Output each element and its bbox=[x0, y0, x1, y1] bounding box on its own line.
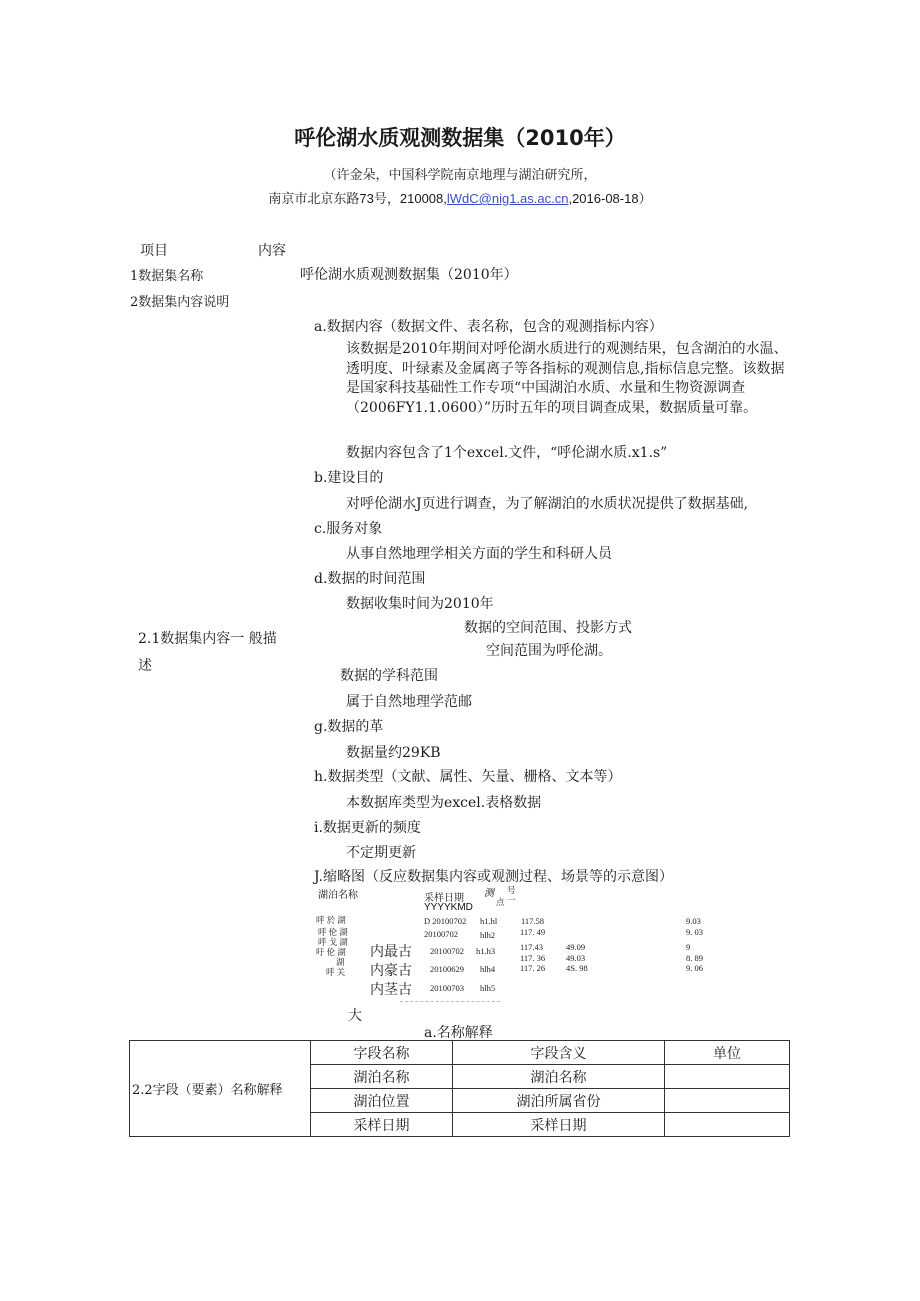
fields-section-label: 2.2字段（要素）名称解释 bbox=[130, 1041, 311, 1137]
f-paragraph: 属于自然地理学范邮 bbox=[346, 694, 472, 710]
thumb-lake-cell: 呼 伦 湖 bbox=[318, 927, 348, 937]
j-heading: J.缩略图（反应数据集内容或观测过程、场景等的示意图） bbox=[314, 869, 673, 885]
thumb-code-cell: h1.h3 bbox=[476, 946, 496, 956]
thumb-region-cell: 内豪古 bbox=[370, 964, 412, 979]
fields-heading: a.名称解释 bbox=[424, 1025, 493, 1041]
thumb-col-no: 号 bbox=[507, 885, 516, 895]
thumb-v2-cell: 49.03 bbox=[566, 953, 586, 963]
thumb-v1-cell: 117.43 bbox=[520, 942, 544, 952]
c-paragraph: 从事自然地理学相关方面的学生和科研人员 bbox=[346, 546, 612, 562]
section-2-1-label-line1: 2.1数据集内容一 般描 bbox=[138, 631, 277, 647]
header-item: 项目 bbox=[140, 243, 168, 259]
table-cell bbox=[665, 1065, 790, 1089]
table-cell: 采样日期 bbox=[311, 1113, 453, 1137]
table-cell: 湖泊名称 bbox=[453, 1065, 665, 1089]
d-heading: d.数据的时间范围 bbox=[314, 571, 426, 587]
thumb-col-point-sub: 点 bbox=[496, 897, 505, 907]
d-paragraph: 数据收集时间为2010年 bbox=[346, 596, 494, 612]
thumb-v1-cell: 117. 49 bbox=[520, 927, 546, 937]
table-cell: 湖泊位置 bbox=[311, 1089, 453, 1113]
thumb-v3-cell: 8. 89 bbox=[686, 953, 703, 963]
a-paragraph: 该数据是2010年期间对呼伦湖水质进行的观测结果，包含湖泊的水温、透明度、叶绿素及金属离子等各指标的观测信息,指标信息完整。该数据是国家科技基础性工作专项“中国湖泊水质、水量和生物资源调查（2006FY1.1.0600）”历时五年的项目调查成果，数据质量可靠。 bbox=[346, 341, 788, 416]
thumb-date-cell: 20100703 bbox=[430, 983, 464, 993]
table-row bbox=[130, 1041, 790, 1065]
thumbnail-crop-edge bbox=[400, 1001, 500, 1004]
thumb-v2-cell: 4S. 98 bbox=[566, 963, 588, 973]
thumb-code-cell: hlh2 bbox=[480, 930, 496, 940]
section-1-value: 呼伦湖水质观测数据集（2010年） bbox=[300, 267, 518, 283]
thumb-region-cell: 大 bbox=[348, 1009, 362, 1024]
g-paragraph: 数据量约29KB bbox=[346, 745, 441, 761]
thumb-date-cell: 20100702 bbox=[424, 929, 458, 939]
thumb-date-cell: 20100629 bbox=[430, 964, 464, 974]
thumb-lake-cell: 呼 於 湖 bbox=[316, 915, 346, 925]
thumb-region-cell: 内茎古 bbox=[370, 983, 412, 998]
h-heading: h.数据类型（文献、属性、矢量、栅格、文本等） bbox=[314, 769, 622, 785]
thumb-col-date: 采样日期 bbox=[424, 893, 464, 904]
thumb-col-point: 测 bbox=[484, 888, 494, 899]
table-cell bbox=[665, 1089, 790, 1113]
e-paragraph: 空间范围为呼伦湖。 bbox=[486, 643, 612, 659]
table-cell: 湖泊所属省份 bbox=[453, 1089, 665, 1113]
thumb-date-cell: 20100702 bbox=[430, 946, 464, 956]
thumb-v1-cell: 117. 26 bbox=[520, 963, 546, 973]
e-heading: 数据的空间范围、投影方式 bbox=[464, 620, 632, 636]
thumb-v2-cell: 49.09 bbox=[566, 942, 586, 952]
column-header: 字段名称 bbox=[311, 1041, 453, 1065]
thumb-lake-cell: 湖 bbox=[336, 957, 345, 967]
thumb-lake-cell: 呼 戈 湖 bbox=[318, 937, 348, 947]
page-title: 呼伦湖水质观测数据集（2010年） bbox=[294, 126, 626, 150]
thumb-col-lake: 湖泊名称 bbox=[318, 890, 358, 901]
thumb-v1-cell: 117.58 bbox=[521, 916, 545, 926]
thumb-lake-cell: 吁 伦 湖 bbox=[316, 947, 346, 957]
a-paragraph-2: 数据内容包含了1个excel.文件，“呼伦湖水质.x1.s” bbox=[346, 445, 668, 461]
address-prefix: 南京市北京东路73号，210008, bbox=[268, 191, 447, 206]
table-cell: 湖泊名称 bbox=[311, 1065, 453, 1089]
i-paragraph: 不定期更新 bbox=[346, 845, 416, 861]
g-heading: g.数据的革 bbox=[314, 719, 384, 735]
thumb-date-cell: D 20100702 bbox=[424, 916, 467, 926]
address-suffix: ,2016-08-18） bbox=[568, 191, 652, 206]
column-header: 字段含义 bbox=[453, 1041, 665, 1065]
a-heading: a.数据内容（数据文件、表名称，包含的观测指标内容） bbox=[314, 319, 663, 335]
thumb-region-cell: 内最古 bbox=[370, 945, 412, 960]
author-line: （许金朵，中国科学院南京地理与湖泊研究所， bbox=[323, 167, 597, 182]
section-1-label: 1数据集名称 bbox=[130, 269, 204, 284]
fields-table bbox=[129, 1040, 790, 1137]
table-cell: 采样日期 bbox=[453, 1113, 665, 1137]
h-paragraph: 本数据库类型为excel.表格数据 bbox=[346, 795, 542, 811]
thumb-v3-cell: 9. 06 bbox=[686, 963, 703, 973]
f-heading: 数据的学科范围 bbox=[340, 668, 438, 684]
i-heading: i.数据更新的频度 bbox=[314, 820, 421, 836]
column-header: 单位 bbox=[665, 1041, 790, 1065]
header-content: 内容 bbox=[258, 243, 286, 259]
section-2-1-label-line2: 述 bbox=[138, 658, 152, 674]
table-cell bbox=[665, 1113, 790, 1137]
b-heading: b.建设目的 bbox=[314, 470, 384, 486]
thumb-v3-cell: 9 bbox=[686, 942, 691, 952]
email-link[interactable]: lWdC@nig1.as.ac.cn bbox=[446, 191, 569, 206]
section-2-label: 2数据集内容说明 bbox=[130, 295, 230, 310]
thumb-lake-cell: 呼 关 bbox=[326, 967, 346, 977]
thumb-code-cell: h1.hl bbox=[480, 916, 498, 926]
address-line bbox=[0, 188, 920, 207]
thumb-col-no-sub: 一 bbox=[507, 895, 516, 905]
b-paragraph: 对呼伦湖水J页进行调查，为了解湖泊的水质状况提供了数据基础, bbox=[346, 496, 749, 512]
c-heading: c.服务对象 bbox=[314, 521, 383, 537]
thumb-code-cell: hlh5 bbox=[480, 983, 496, 993]
thumb-col-date-format: YYYYKMD bbox=[424, 902, 473, 913]
thumb-v1-cell: 117. 36 bbox=[520, 953, 546, 963]
thumb-code-cell: hlh4 bbox=[480, 964, 496, 974]
thumb-v3-cell: 9. 03 bbox=[686, 927, 703, 937]
thumb-v3-cell: 9.03 bbox=[686, 916, 701, 926]
